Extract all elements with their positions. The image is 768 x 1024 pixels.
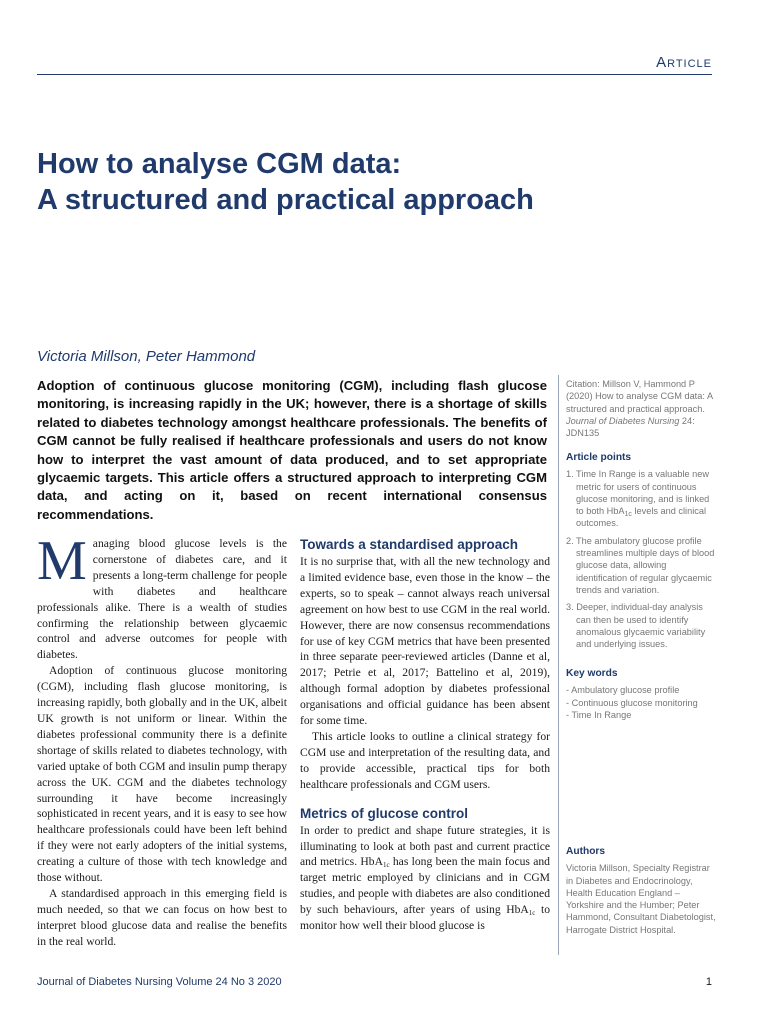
body-paragraph: This article looks to outline a clinical strategy for CGM use and interpretation of the resulting data, and to provide accessible, practical tips for both healthcare professionals and CGM users.	[300, 729, 550, 791]
paragraph-text: anaging blood glucose levels is the cornerstone of diabetes care, and it presents a long-term challenge for people with diabetes and healthcare professionals alike. There is a wealth of studies confirming the relationship between glycaemic control and adverse outcomes for people with diabetes.	[37, 537, 287, 662]
article-points-list	[566, 468, 716, 650]
article-points	[566, 452, 716, 655]
body-paragraph	[300, 823, 550, 934]
subscript: 1c	[528, 909, 536, 918]
list-item: - Ambulatory glucose profile	[566, 685, 680, 696]
page-number: 1	[705, 976, 712, 988]
section-heading: Towards a standardised approach	[300, 537, 519, 552]
paragraph-text: to monitor how well their blood glucose is	[300, 903, 551, 933]
body-paragraph: Adoption of continuous glucose monitoring (CGM), including flash glucose monitoring, is increasing rapidly, both globally and in the UK, albeit UK growth is not uniform or linear. Within the diabetes professional community there is a definite shortage of skills related to diabetes technology, with varied uptake of both CGM and insulin pump therapy across the UK. CGM and the diabetes technology surrounding it have become increasingly sophisticated in recent years, and it is easy to see how healthcare professionals could have been left behind if they were not early adopters of the initial systems, creating a culture of those with tech knowledge and those without.	[37, 664, 287, 885]
list-item: 2. The ambulatory glucose profile streamlines multiple days of blood glucose data, allowing identification of regular glycaemic trends and variation.	[566, 535, 715, 595]
list-item: - Continuous glucose monitoring	[566, 697, 698, 708]
list-item	[566, 468, 716, 529]
subscript: 1c	[382, 861, 390, 870]
body-paragraph: A standardised approach in this emerging field is much needed, so that we can focus on how best to interpret blood glucose data and realise the benefits in the real world.	[37, 886, 287, 948]
citation-text: 24: JDN135	[566, 415, 695, 439]
citation-journal: Journal of Diabetes Nursing	[566, 415, 680, 426]
list-item: 3. Deeper, individual-day analysis can then be used to identify anomalous glycaemic variability and underlying issues.	[566, 602, 706, 650]
title-line-1: How to analyse CGM data:	[37, 148, 402, 180]
list-item-text: levels and clinical outcomes.	[576, 506, 706, 529]
article-title	[37, 146, 677, 218]
body-paragraph: It is no surprise that, with all the new technology and a limited evidence base, even those in the know – the experts, so to speak – cannot always reach universal agreement on how best to use CGM in the real world. However, there are now consensus recommendations for use of key CGM metrics that have been presented in three separate peer-reviewed articles (Danne et al, 2017; Petrie et al, 2017; Battelino et al, 2019), although formal adoption by diabetes professional organisations and official guidance has been absent for some time.	[300, 555, 550, 728]
authors-affiliations: Victoria Millson, Specialty Registrar in Diabetes and Endocrinology, Health Education England – Yorkshire and the Humber; Peter Hammond, Consultant Diabetologist, Harrogate District Hospital.	[566, 863, 716, 935]
body-column-1	[37, 530, 287, 950]
key-words-heading: Key words	[566, 668, 618, 679]
key-words-list	[566, 684, 716, 721]
author-byline: Victoria Millson, Peter Hammond	[37, 348, 256, 365]
list-item-text: 1. Time In Range is a valuable new metric for users of continuous glucose monitoring, and is linked to both HbA	[566, 469, 710, 517]
section-heading: Metrics of glucose control	[300, 805, 469, 821]
abstract: Adoption of continuous glucose monitoring (CGM), including flash glucose monitoring, is increasing rapidly in the UK; however, there is a shortage of skills related to diabetes technology amongst healthcare professionals. The benefits of CGM cannot be fully realised if healthcare professionals and users do not know how to interpret the vast amount of data produced, and to set appropriate glycaemic targets. This article offers a structured approach to interpreting CGM data, and acting on it, based on recent international consensus recommendations.	[37, 378, 547, 522]
article-points-heading: Article points	[566, 452, 632, 463]
key-words	[566, 668, 716, 721]
citation	[566, 378, 716, 439]
title-line-2: A structured and practical approach	[37, 184, 534, 216]
paragraph-text: has long been the main focus and target metric employed by clinicians and in CGM studies, and people with diabetes are also conditioned by such behaviours, after years of using HbA	[300, 855, 550, 917]
list-item: - Time In Range	[566, 709, 632, 720]
header-rule	[37, 74, 712, 75]
subscript: 1c	[624, 511, 632, 519]
paragraph-text: In order to predict and shape future strategies, it is illuminating to look at both past and current practice and metrics. HbA	[300, 823, 550, 869]
footer-journal: Journal of Diabetes Nursing Volume 24 No 3 2020	[37, 976, 282, 988]
sidebar-rule	[558, 375, 559, 955]
drop-cap: M	[37, 530, 87, 592]
authors-heading: Authors	[566, 846, 606, 857]
body-paragraph	[37, 530, 287, 663]
citation-text: Citation: Millson V, Hammond P (2020) How to analyse CGM data: A structured and practical approach.	[566, 379, 713, 414]
body-column-2	[300, 536, 550, 934]
authors-box	[566, 846, 716, 936]
section-label: Article	[656, 54, 712, 71]
